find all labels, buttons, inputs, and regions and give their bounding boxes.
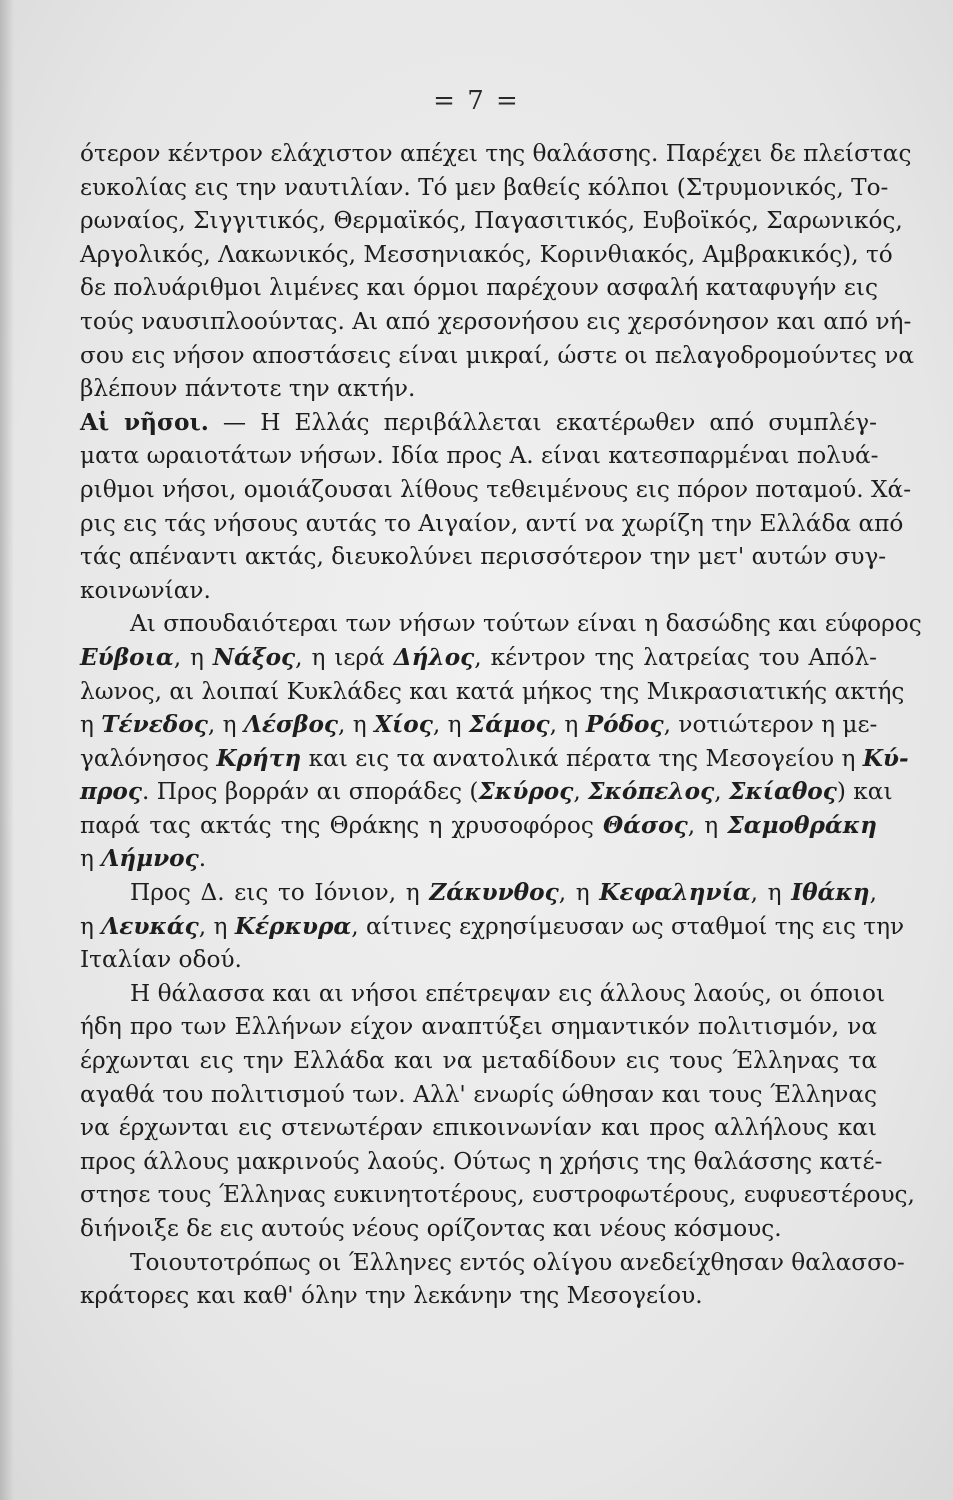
place-name: προς [80,778,142,806]
line-text: , η [687,811,728,839]
line-text: ευκολίας εις την ναυτιλίαν. Τό μεν βαθείς κόλποι (Στρυμονικός, Το- [80,173,889,201]
line-text: , η [207,711,244,739]
place-name: Σκόπελος [588,778,715,806]
line-text: ρωναίος, Σιγγιτικός, Θερμαϊκός, Παγασιτικός, Ευβοϊκός, Σαρωνικός, [80,207,903,235]
text-line [80,171,889,205]
line-text: . [198,845,207,873]
line-text: . Προς βορράν αι σποράδες ( [141,778,479,806]
place-name: Κύ- [862,744,909,772]
place-name: Σάμος [468,711,550,739]
section-heading: Αἱ νῆσοι. [80,408,209,436]
text-line [80,305,912,339]
line-text: σου εις νήσον αποστάσεις είναι μικραί, ώστε οι πελαγοδρομούντες να [80,341,915,369]
page-number: = 7 = [433,86,520,116]
line-text: η [80,912,102,940]
line-text: κοινωνίαν. [80,576,211,604]
place-name: Σκύρος [478,778,574,806]
line-text: Αργολικός, Λακωνικός, Μεσσηνιακός, Κορινθιακός, Αμβρακικός), τό [80,240,893,268]
line-text: , [714,778,729,806]
line-text: ρις εις τάς νήσους αυτάς το Αιγαίον, αντί να χωρίζη την Ελλάδα από [80,509,904,537]
line-text: η [80,711,102,739]
line-text: Τοιουτοτρόπως οι Έλληνες εντός ολίγου ανεδείχθησαν θαλασσο- [130,1248,905,1276]
line-text: Ιταλίαν οδού. [80,946,242,974]
line-text: τάς απέναντι ακτάς, διευκολύνει περισσότερον την μετ' αυτών συγ- [80,543,887,571]
line-text: ήδη προ των Ελλήνων είχον αναπτύξει σημαντικόν πολιτισμόν, να [80,1013,877,1041]
line-text: η [80,845,102,873]
line-text: ότερον κέντρον ελάχιστον απέχει της θαλάσσης. Παρέχει δε πλείστας [80,140,912,167]
text-line [80,540,887,574]
text-line [80,473,912,507]
line-text: γαλόνησος [80,744,217,772]
line-text: διήνοιξε δε εις αυτούς νέους ορίζοντας και νέους κόσμους. [80,1215,782,1242]
place-name: Ρόδος [585,711,664,739]
text-line [80,641,877,675]
line-text: προς άλλους μακρινούς λαούς. Ούτως η χρήσις της θαλάσσης κατέ- [80,1147,883,1175]
place-name: Λήμνος [101,845,199,873]
line-text: έρχωνται εις την Ελλάδα και να μεταδίδουν εις τους Έλληνας τα [80,1047,877,1075]
line-text: και εις τα ανατολικά πέρατα της Μεσογείου η [301,744,863,772]
place-name: Ιθάκη [791,879,870,907]
line-text: , η [432,711,469,739]
place-name: Σκίαθος [729,778,837,806]
text-line [80,809,877,843]
text-line [80,675,905,709]
text-line [80,1010,877,1044]
text-line [80,876,877,910]
text-line [80,339,915,373]
line-text: , αίτινες εχρησίμευσαν ως σταθμοί της εις την [351,912,905,940]
line-text: ριθμοι νήσοι, ομοιάζουσαι λίθους τεθειμένους εις πόρον ποταμού. Χά- [80,475,912,503]
line-text: , η [549,711,586,739]
text-line [80,977,886,1011]
place-name: Τένεδος [101,711,208,739]
place-name: Ζάκυνθος [429,879,559,907]
line-text: , η [173,643,213,671]
line-text: Η θάλασσα και αι νήσοι επέτρεψαν εις άλλους λαούς, οι όποιοι [130,979,886,1007]
text-line [80,271,877,305]
line-text: λωνος, αι λοιπαί Κυκλάδες και κατά μήκος της Μικρασιατικής ακτής [80,677,905,705]
line-text: να έρχωνται εις στενωτέραν επικοινωνίαν και προς αλλήλους και [80,1114,877,1142]
text-line [80,1044,877,1078]
place-name: Κεφαληνία [599,879,751,907]
line-text: , [573,778,589,806]
line-text: ) και [836,778,893,806]
line-text: , η [198,912,235,940]
text-line [80,742,909,776]
line-text: ματα ωραιοτάτων νήσων. Ιδία προς Α. είναι κατεσπαρμέναι πολυά- [80,442,879,470]
place-name: Θάσος [603,811,688,839]
line-text: κράτορες και καθ' όλην την λεκάνην της Μεσογείου. [80,1282,703,1310]
text-line [80,910,905,944]
text-line [80,1178,915,1212]
line-text: , η [558,879,600,907]
place-name: Λευκάς [101,912,199,940]
line-text: Προς Δ. εις το Ιόνιον, η [130,879,430,907]
place-name: Χίος [374,711,433,739]
place-name: Εύβοια [80,643,174,671]
line-text: , η ιερά [295,643,394,671]
place-name: Δήλος [393,643,475,671]
line-text: , κέντρον της λατρείας του Απόλ- [474,643,877,671]
text-line [80,1111,877,1145]
text-line [80,574,877,608]
line-text: αγαθά του πολιτισμού των. Αλλ' ενωρίς ώθησαν και τους Έλληνας [80,1080,877,1108]
text-line [80,607,922,641]
text-line [80,775,893,809]
line-text: στησε τους Έλληνας ευκινητοτέρους, ευστροφωτέρους, ευφυεστέρους, [80,1181,915,1209]
place-name: Νάξος [212,643,296,671]
text-line [80,406,877,440]
line-text: — Η Ελλάς περιβάλλεται εκατέρωθεν από συμπλέγ- [208,408,877,436]
place-name: Κέρκυρα [234,912,352,940]
line-text: Αι σπουδαιότεραι των νήσων τούτων είναι η δασώδης και εύφορος [130,610,922,638]
place-name: Σαμοθράκη [727,811,877,839]
place-name: Κρήτη [216,744,302,772]
line-text: τούς ναυσιπλοούντας. Αι από χερσονήσου εις χερσόνησον και από νή- [80,307,912,335]
text-line [80,238,893,272]
place-name: Λέσβος [243,711,339,739]
text-line [80,204,903,238]
line-text: , νοτιώτερον η με- [663,711,878,739]
body-text [80,137,922,1313]
page-edge-shadow [0,0,14,1500]
text-line [80,372,877,406]
line-text: δε πολυάριθμοι λιμένες και όρμοι παρέχουν ασφαλή καταφυγήν εις [80,274,878,302]
text-line [80,1078,877,1112]
text-line [80,708,877,742]
line-text: , η [750,879,792,907]
line-text: , η [338,711,375,739]
text-line [80,137,912,171]
text-line [80,943,877,977]
line-text: βλέπουν πάντοτε την ακτήν. [80,375,416,403]
text-line [80,439,877,473]
text-line [80,1145,883,1179]
text-line [80,507,904,541]
line-text: , [869,879,877,907]
text-line [80,1212,877,1246]
text-line [80,1279,877,1313]
text-line [80,842,877,876]
line-text: παρά τας ακτάς της Θράκης η χρυσοφόρος [80,811,604,839]
text-line [80,1246,905,1280]
